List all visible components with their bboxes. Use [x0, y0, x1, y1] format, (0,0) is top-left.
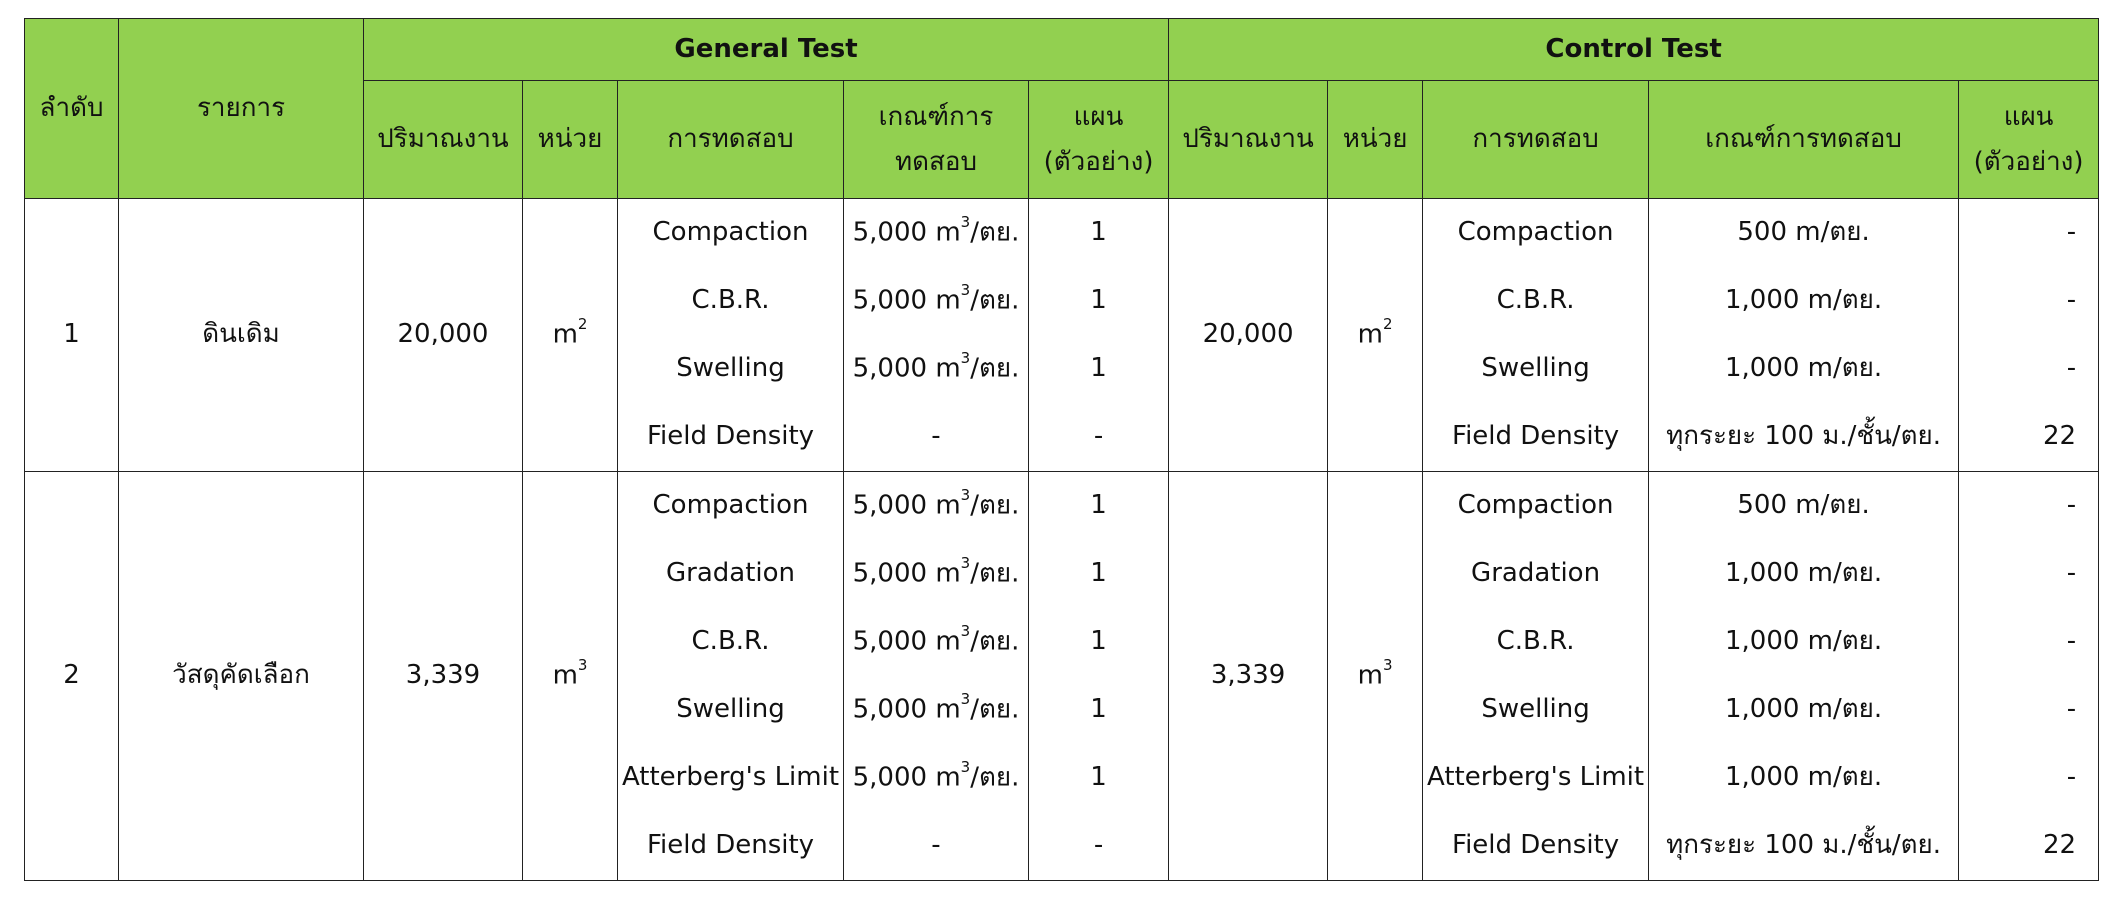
control-plan: [1959, 199, 2099, 472]
test-plan-table: [24, 18, 2099, 881]
list-item: [618, 608, 843, 676]
unit-exponent: 2: [1382, 314, 1393, 333]
control-plan: [1959, 472, 2099, 881]
list-item-text: ทุกระยะ 100 ม./ชั้น/ตย.: [1666, 830, 1942, 861]
list-item-text: 500 m/ตย.: [1737, 490, 1870, 521]
control-tests: [1423, 472, 1649, 881]
list-item-text: C.B.R.: [691, 626, 770, 657]
list-item-text: 22: [2042, 830, 2077, 861]
general-tests: [618, 472, 844, 881]
list-item-text: Swelling: [676, 694, 785, 725]
list-item-text: 5,000 $m^3/$ตย.: [852, 689, 1020, 725]
list-item-text: 1: [1090, 217, 1107, 248]
list-item: [1423, 267, 1648, 335]
list-item-text: Field Density: [1452, 421, 1620, 452]
unit-base: m: [552, 660, 578, 691]
list-item: [618, 676, 843, 744]
row-no: 2: [25, 472, 119, 881]
list-item-text: 1,000 m/ตย.: [1724, 558, 1883, 589]
list-item: [844, 608, 1028, 676]
general-criteria: [844, 472, 1029, 881]
list-item-text: C.B.R.: [691, 285, 770, 316]
control-tests: [1423, 199, 1649, 472]
list-item: [618, 744, 843, 812]
header-control-test: Control Test: [1169, 19, 2099, 81]
list-item: [1649, 812, 1958, 880]
list-item: [1423, 199, 1648, 267]
list-item-text: Compaction: [652, 217, 809, 248]
list-item-text: -: [2066, 353, 2077, 384]
control-criteria: [1649, 472, 1959, 881]
list-item-text: 1,000 m/ตย.: [1724, 762, 1883, 793]
general-plan: [1029, 472, 1169, 881]
list-item-text: 22: [2042, 421, 2077, 452]
header-control-plan: [1959, 81, 2099, 199]
list-item: [1649, 608, 1958, 676]
control-unit: [1328, 199, 1423, 472]
plan-sublabel: (ตัวอย่าง): [1043, 146, 1154, 177]
list-item-text: 5,000 $m^3/$ตย.: [852, 212, 1020, 248]
list-item: [1029, 267, 1168, 335]
list-item-text: -: [2066, 762, 2077, 793]
list-item: [1423, 472, 1648, 540]
list-item-text: -: [931, 421, 941, 452]
list-item-text: 1,000 m/ตย.: [1724, 285, 1883, 316]
control-quantity: 20,000: [1169, 199, 1328, 472]
list-item: [1959, 403, 2098, 471]
list-item-text: ทุกระยะ 100 ม./ชั้น/ตย.: [1666, 421, 1942, 452]
list-item-text: 1: [1090, 285, 1107, 316]
list-item: [1423, 812, 1648, 880]
list-item: [1029, 744, 1168, 812]
general-unit: [523, 199, 618, 472]
list-item: [1029, 540, 1168, 608]
list-item: [1649, 267, 1958, 335]
list-item: [618, 403, 843, 471]
general-criteria: [844, 199, 1029, 472]
header-control-criteria: เกณฑ์การทดสอบ: [1649, 81, 1959, 199]
control-quantity: 3,339: [1169, 472, 1328, 881]
header-general-plan: [1029, 81, 1169, 199]
list-item: [1423, 403, 1648, 471]
list-item: [1423, 608, 1648, 676]
list-item-text: Field Density: [646, 830, 815, 861]
list-item: [1959, 199, 2098, 267]
list-item: [618, 812, 843, 880]
list-item-text: -: [2066, 626, 2077, 657]
list-item: [1029, 472, 1168, 540]
list-item: [1423, 540, 1648, 608]
list-item-text: 1: [1090, 490, 1107, 521]
list-item-text: -: [931, 830, 941, 861]
list-item: [844, 199, 1028, 267]
list-item-text: 1: [1090, 353, 1107, 384]
list-item: [618, 540, 843, 608]
list-item-text: -: [2066, 694, 2077, 725]
header-control-test-name: การทดสอบ: [1423, 81, 1649, 199]
list-item-text: 1,000 m/ตย.: [1724, 353, 1883, 384]
unit-exponent: 3: [577, 655, 588, 674]
unit-base: m: [1357, 660, 1383, 691]
list-item: [844, 403, 1028, 471]
list-item: [1649, 472, 1958, 540]
list-item-text: Gradation: [1471, 558, 1601, 589]
list-item: [618, 199, 843, 267]
list-item-text: C.B.R.: [1496, 626, 1575, 657]
header-general-criteria: เกณฑ์การทดสอบ: [844, 81, 1029, 199]
list-item: [844, 744, 1028, 812]
unit-base: m: [1357, 319, 1383, 350]
list-item: [844, 472, 1028, 540]
list-item-text: Compaction: [1457, 217, 1614, 248]
general-unit: [523, 472, 618, 881]
list-item-text: -: [1093, 830, 1104, 861]
list-item-text: -: [2066, 217, 2077, 248]
list-item-text: Compaction: [1457, 490, 1614, 521]
list-item: [844, 812, 1028, 880]
table-row: [25, 199, 2099, 472]
header-control-quantity: ปริมาณงาน: [1169, 81, 1328, 199]
list-item-text: 1,000 m/ตย.: [1724, 626, 1883, 657]
general-quantity: 20,000: [364, 199, 523, 472]
list-item-text: Field Density: [646, 421, 815, 452]
list-item: [1649, 744, 1958, 812]
list-item-text: C.B.R.: [1496, 285, 1575, 316]
list-item-text: Atterberg's Limit: [1427, 762, 1645, 793]
row-item: ดินเดิม: [119, 199, 364, 472]
list-item-text: -: [2066, 490, 2077, 521]
list-item-text: 1: [1090, 694, 1107, 725]
list-item-text: 500 m/ตย.: [1737, 217, 1870, 248]
list-item-text: -: [1093, 421, 1104, 452]
list-item-text: 1: [1090, 558, 1107, 589]
unit-exponent: 3: [1382, 655, 1393, 674]
header-general-quantity: ปริมาณงาน: [364, 81, 523, 199]
general-quantity: 3,339: [364, 472, 523, 881]
list-item-text: Compaction: [652, 490, 809, 521]
list-item: [1029, 199, 1168, 267]
list-item: [1029, 812, 1168, 880]
list-item: [1649, 335, 1958, 403]
list-item-text: -: [2066, 558, 2077, 589]
general-tests: [618, 199, 844, 472]
list-item-text: 5,000 $m^3/$ตย.: [852, 757, 1020, 793]
list-item: [1649, 403, 1958, 471]
unit-base: m: [552, 319, 578, 350]
list-item: [618, 267, 843, 335]
list-item: [618, 335, 843, 403]
list-item-text: Gradation: [665, 558, 795, 589]
table-row: [25, 472, 2099, 881]
list-item-text: 1: [1090, 762, 1107, 793]
list-item-text: 5,000 $m^3/$ตย.: [852, 553, 1020, 589]
control-unit: [1328, 472, 1423, 881]
list-item: [1959, 812, 2098, 880]
list-item: [1029, 676, 1168, 744]
list-item: [1649, 199, 1958, 267]
list-item: [1423, 335, 1648, 403]
list-item: [1029, 608, 1168, 676]
list-item: [1423, 676, 1648, 744]
list-item: [618, 472, 843, 540]
general-plan: [1029, 199, 1169, 472]
list-item: [1959, 472, 2098, 540]
list-item-text: Swelling: [676, 353, 785, 384]
header-no: ลำดับ: [25, 19, 119, 199]
plan-label: แผน: [1073, 102, 1124, 133]
list-item: [1959, 744, 2098, 812]
list-item-text: Atterberg's Limit: [621, 762, 840, 793]
unit-exponent: 2: [577, 314, 588, 333]
list-item: [1959, 540, 2098, 608]
list-item: [1029, 403, 1168, 471]
list-item-text: -: [2066, 285, 2077, 316]
list-item-text: 5,000 $m^3/$ตย.: [852, 485, 1020, 521]
list-item-text: 5,000 $m^3/$ตย.: [852, 280, 1020, 316]
list-item: [844, 540, 1028, 608]
list-item-text: 5,000 $m^3/$ตย.: [852, 621, 1020, 657]
header-general-test-name: การทดสอบ: [618, 81, 844, 199]
header-general-unit: หน่วย: [523, 81, 618, 199]
list-item: [1029, 335, 1168, 403]
list-item: [844, 335, 1028, 403]
list-item: [844, 267, 1028, 335]
control-criteria: [1649, 199, 1959, 472]
list-item: [1649, 540, 1958, 608]
plan-label: แผน: [2003, 102, 2054, 133]
list-item: [844, 676, 1028, 744]
list-item-text: 1: [1090, 626, 1107, 657]
header-control-unit: หน่วย: [1328, 81, 1423, 199]
row-item: วัสดุคัดเลือก: [119, 472, 364, 881]
list-item-text: Field Density: [1452, 830, 1620, 861]
row-no: 1: [25, 199, 119, 472]
list-item-text: 1,000 m/ตย.: [1724, 694, 1883, 725]
plan-sublabel: (ตัวอย่าง): [1973, 146, 2084, 177]
list-item: [1649, 676, 1958, 744]
list-item-text: 5,000 $m^3/$ตย.: [852, 348, 1020, 384]
list-item-text: Swelling: [1481, 694, 1590, 725]
list-item: [1959, 608, 2098, 676]
list-item-text: Swelling: [1481, 353, 1590, 384]
list-item: [1959, 267, 2098, 335]
list-item: [1959, 676, 2098, 744]
list-item: [1423, 744, 1648, 812]
list-item: [1959, 335, 2098, 403]
header-item: รายการ: [119, 19, 364, 199]
header-general-test: General Test: [364, 19, 1169, 81]
